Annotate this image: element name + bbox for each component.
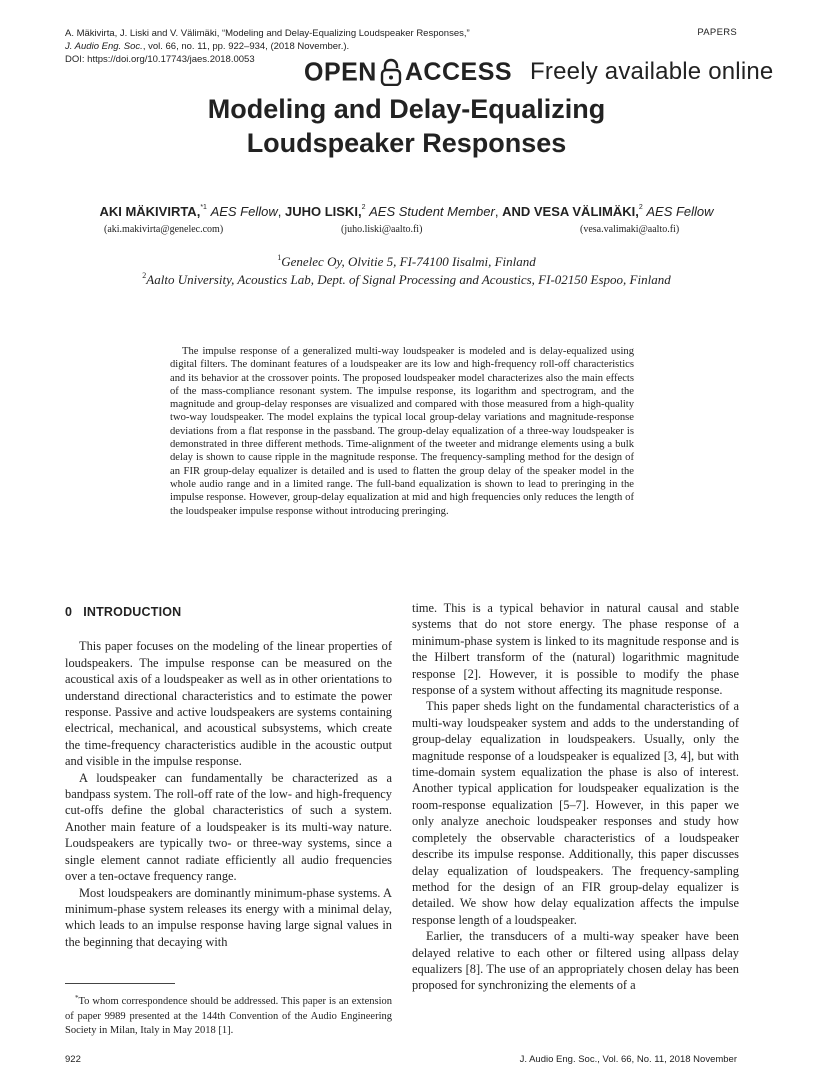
affiliation-text: Genelec Oy, Olvitie 5, FI-74100 Iisalmi, Finland xyxy=(281,254,536,269)
footnote-divider xyxy=(65,983,175,984)
padlock-icon xyxy=(380,58,402,86)
paper-title xyxy=(0,92,813,160)
footer-journal-info: J. Audio Eng. Soc., Vol. 66, No. 11, 2018 November xyxy=(519,1054,737,1065)
open-access-tagline: Freely available online xyxy=(530,58,774,85)
author-marks: 2 xyxy=(638,204,643,211)
page-number: 922 xyxy=(65,1054,81,1065)
author-role: AES Student Member xyxy=(369,204,495,219)
affiliation xyxy=(0,253,813,270)
section-label: PAPERS xyxy=(697,27,737,38)
journal-details: , vol. 66, no. 11, pp. 922–934, (2018 November.). xyxy=(142,41,350,52)
open-access-open-text: OPEN xyxy=(304,56,377,87)
paragraph: Earlier, the transducers of a multi-way speaker have been delayed relative to each other or filtered using allpass delay equalizers [8]. The use of an appropriately chosen delay has been proposed for synchronizing the elements of a xyxy=(412,929,739,993)
open-access-banner xyxy=(304,56,773,88)
abstract: The impulse response of a generalized multi-way loudspeaker is modeled and is delay-equalized using digital filters. The dominant features of a loudspeaker are its low and high-frequency roll-off characteristics and its behavior at the crossover points. The proposed loudspeaker model characterizes also the main effects of the mass-compliance resonant system. The impulse response, its logarithm and spectrogram, and the magnitude and group-delay responses are visualized and compared with those measured from a high-quality two-way loudspeaker. The model explains the typical local group-delay variations and magnitude-response deviations from a flat response in the passband. The group-delay equalization of a three-way loudspeaker is demonstrated in three different methods. Time-alignment of the tweeter and midrange elements using a bulk delay is shown to cause ripple in the magnitude response. The frequency-sampling method for the design of an FIR group-delay equalizer is detailed and is used to flatten the group delay of the speaker model in the whole audio range and in a limited range. The full-band equalization is shown to lead to preringing in the impulse response. However, group-delay equalization at mid and high frequencies only reduces the length of the loudspeaker impulse response without introducing preringing. xyxy=(170,346,634,517)
author-email[interactable]: (aki.makivirta@genelec.com) xyxy=(104,224,224,235)
affiliation-text: Aalto University, Acoustics Lab, Dept. of Signal Processing and Acoustics, FI-02150 Espoo, Finland xyxy=(146,272,671,287)
author-name: JUHO LISKI, xyxy=(285,204,362,219)
author-line: AKI MÄKIVIRTA,$^{*1}$ AES Fellow, JUHO LISKI,$^2$ AES Student Member, AND VESA VÄLIMÄKI,$^2$ AES Fellow xyxy=(99,204,714,219)
author-email[interactable]: (vesa.valimaki@aalto.fi) xyxy=(580,224,680,235)
section-heading xyxy=(65,604,392,620)
author-role: AES Fellow xyxy=(210,204,278,219)
paragraph: This paper focuses on the modeling of the linear properties of loudspeakers. The impulse response can be measured on the acoustical axis of a loudspeaker as well as in other orientations to understand directional characteristics and to estimate the power response. Passive and active loudspeakers are systems containing electrical, mechanical, and acoustical subsystems, which create the time-frequency characteristics audible in the acoustic output and visible in the impulse response. xyxy=(65,639,392,769)
right-column xyxy=(412,600,739,994)
paragraph: A loudspeaker can fundamentally be characterized as a bandpass system. The roll-off rate of the low- and high-frequency cut-offs define the global characteristics of such a system. Another main feature of a loudspeaker is its multi-way nature. Loudspeakers are typically two- or three-way systems, since a single element cannot radiate efficiently all audio frequencies over a ten-octave frequency range. xyxy=(65,770,392,884)
citation-line-1: A. Mäkivirta, J. Liski and V. Välimäki, “Modeling and Delay-Equalizing Loudspeaker Responses,” xyxy=(65,28,470,39)
author-name: AND VESA VÄLIMÄKI, xyxy=(502,204,639,219)
citation-line-2 xyxy=(65,40,470,53)
paragraph: Most loudspeakers are dominantly minimum-phase systems. A minimum-phase system releases its energy with a minimal delay, which leads to an impulse response having large signal values in the beginning that decaying with xyxy=(65,885,392,949)
paragraph: time. This is a typical behavior in natural causal and stable systems that do not store energy. The phase response of a minimum-phase system is linked to its magnitude response and is the Hilbert transform of the (natural) logarithmic magnitude response [2]. However, it is possible to modify the phase response of a system without affecting its magnitude response. xyxy=(412,601,739,698)
title-line-2: Loudspeaker Responses xyxy=(246,128,567,158)
paragraph: This paper sheds light on the fundamental characteristics of a multi-way loudspeaker system and adds to the understanding of group-delay equalization in loudspeakers. Usually, only the magnitude response of a loudspeaker is equalized [3, 4], but with time-domain system equalization the phase is also of interest. Another typical application for loudspeaker equalization is the room-response equalization [5–7]. However, in this paper we only analyze anechoic loudspeaker responses and study how completely the observable characteristics of a loudspeaker describe its impulse response. Additionally, this paper discusses delay equalization of loudspeakers. The frequency-sampling method for the design of an FIR group-delay equalizer is detailed. We show how delay equalization affects the impulse response length of a loudspeaker. xyxy=(412,699,739,927)
author-marks: 2 xyxy=(361,204,366,211)
author-marks: *1 xyxy=(200,204,207,211)
author-name: AKI MÄKIVIRTA, xyxy=(99,204,201,219)
section-number: 0 xyxy=(65,605,73,619)
journal-name: J. Audio Eng. Soc. xyxy=(65,41,143,52)
title-line-1: Modeling and Delay-Equalizing xyxy=(207,94,606,124)
doi-link[interactable]: DOI: https://doi.org/10.17743/jaes.2018.0053 xyxy=(65,54,255,65)
affiliation-number: 2 xyxy=(142,271,147,280)
author-email[interactable]: (juho.liski@aalto.fi) xyxy=(341,224,423,235)
footnote-mark: * xyxy=(75,994,79,1002)
left-column xyxy=(65,600,392,950)
open-access-access-text: ACCESS xyxy=(404,57,513,86)
section-title: INTRODUCTION xyxy=(83,605,182,619)
footnote-text: To whom correspondence should be addressed. This paper is an extension of paper 9989 presented at the 144th Convention of the Audio Engineering Society in Milan, Italy in May 2018 [1]. xyxy=(65,996,392,1037)
author-role: AES Fellow xyxy=(646,204,714,219)
affiliation xyxy=(0,271,813,288)
footnote xyxy=(65,991,392,1039)
affiliation-number: 1 xyxy=(277,253,282,262)
